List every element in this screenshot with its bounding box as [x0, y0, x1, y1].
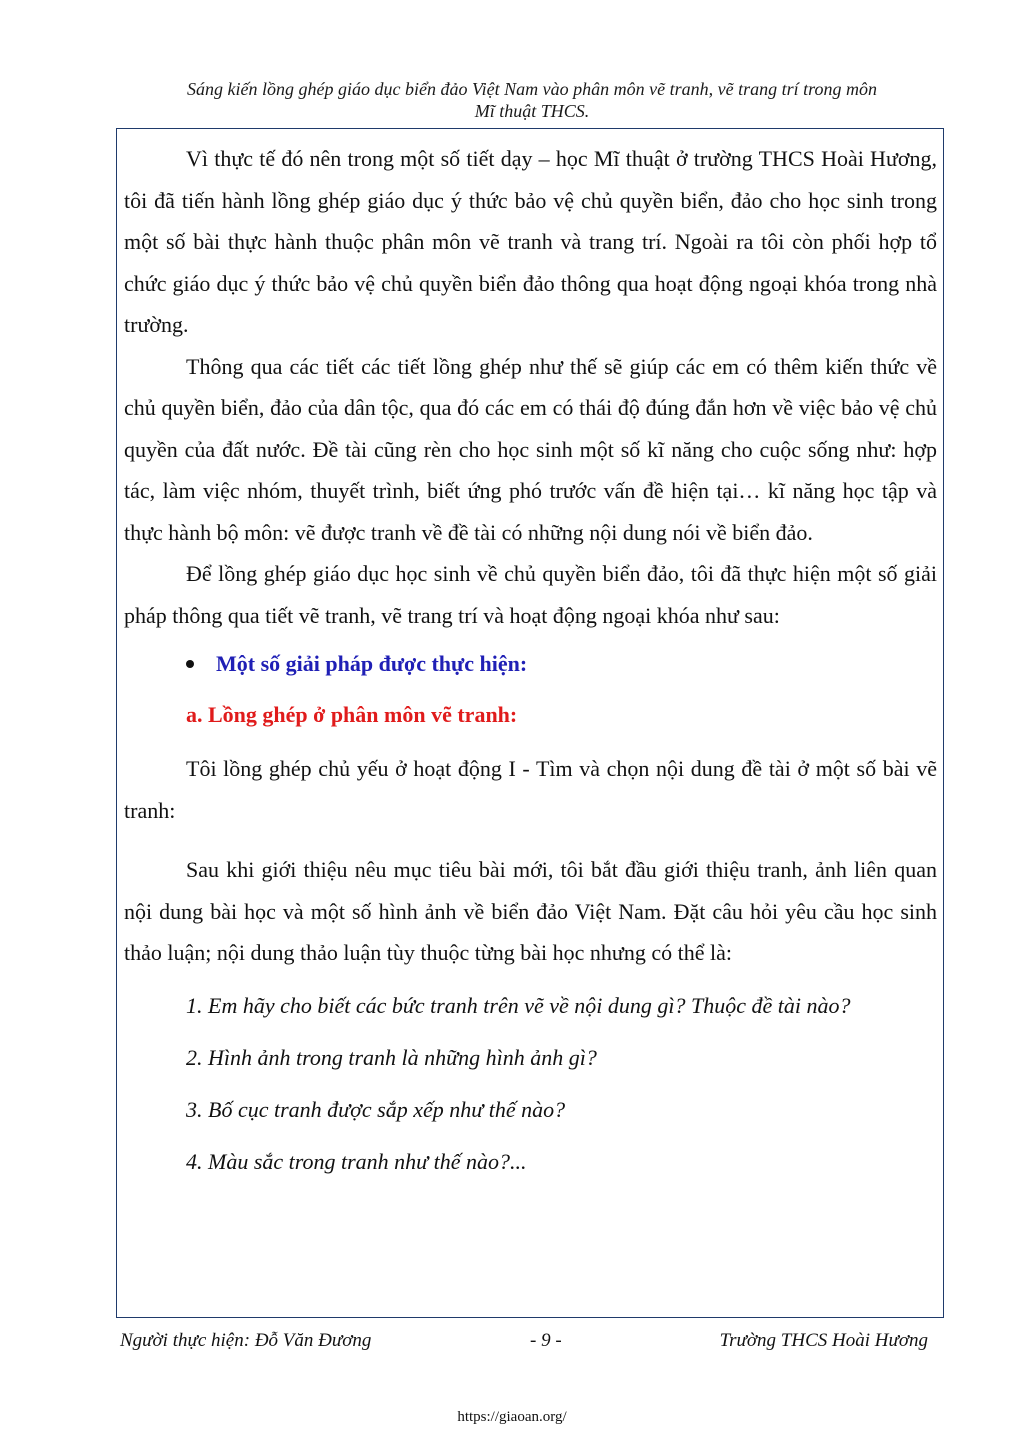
page-content	[124, 138, 937, 1182]
solutions-bullet	[186, 644, 937, 684]
paragraph-3: Để lồng ghép giáo dục học sinh về chủ quyền biển đảo, tôi đã thực hiện một số giải pháp thông qua tiết vẽ tranh, vẽ trang trí và hoạt động ngoại khóa như sau:	[124, 561, 937, 628]
header-line-2: Mĩ thuật THCS.	[474, 101, 590, 121]
source-url: https://giaoan.org/	[457, 1409, 567, 1425]
paragraph-5: Sau khi giới thiệu nêu mục tiêu bài mới, tôi bắt đầu giới thiệu tranh, ảnh liên quan nội dung bài học và một số hình ảnh về biển đảo Việt Nam. Đặt câu hỏi yêu cầu học sinh thảo luận; nội dung thảo luận tùy thuộc từng bài học nhưng có thể là:	[124, 857, 937, 965]
question-4: 4. Màu sắc trong tranh như thế nào?...	[186, 1148, 527, 1174]
bullet-dot-icon	[186, 660, 194, 668]
section-heading-a: a. Lồng ghép ở phân môn vẽ tranh:	[186, 702, 518, 727]
paragraph-1: Vì thực tế đó nên trong một số tiết dạy – học Mĩ thuật ở trường THCS Hoài Hương, tôi đã tiến hành lồng ghép giáo dục ý thức bảo vệ chủ quyền biển, đảo cho học sinh trong một số bài thực hành thuộc phân môn vẽ tranh và trang trí. Ngoài ra tôi còn phối hợp tổ chức giáo dục ý thức bảo vệ chủ quyền biển đảo thông qua hoạt động ngoại khóa trong nhà trường.	[124, 146, 937, 337]
paragraph-2: Thông qua các tiết các tiết lồng ghép như thế sẽ giúp các em có thêm kiến thức về chủ quyền biển, đảo của dân tộc, qua đó các em có thái độ đúng đắn hơn về việc bảo vệ chủ quyền của đất nước. Đề tài cũng rèn cho học sinh một số kĩ năng cho cuộc sống như: hợp tác, làm việc nhóm, thuyết trình, biết ứng phó trước vấn đề hiện tại… kĩ năng học tập và thực hành bộ môn: vẽ được tranh về đề tài có những nội dung nói về biển đảo.	[124, 353, 937, 545]
question-3: 3. Bố cục tranh được sắp xếp như thế nào?	[186, 1096, 566, 1122]
header-line-1: Sáng kiến lồng ghép giáo dục biển đảo Việt Nam vào phân môn vẽ tranh, vẽ trang trí trong môn	[187, 79, 877, 99]
footer-page-number: - 9 -	[530, 1330, 562, 1351]
question-1: 1. Em hãy cho biết các bức tranh trên vẽ về nội dung gì? Thuộc đề tài nào?	[186, 992, 851, 1018]
page-header	[100, 78, 964, 122]
solutions-bullet-text: Một số giải pháp được thực hiện:	[216, 651, 528, 676]
question-2: 2. Hình ảnh trong tranh là những hình ảnh gì?	[186, 1044, 597, 1070]
page-footer	[120, 1330, 928, 1356]
footer-author: Người thực hiện: Đỗ Văn Đương	[120, 1330, 372, 1351]
footer-school: Trường THCS Hoài Hương	[719, 1330, 928, 1351]
paragraph-4: Tôi lồng ghép chủ yếu ở hoạt động I - Tìm và chọn nội dung đề tài ở một số bài vẽ tranh:	[124, 756, 937, 823]
